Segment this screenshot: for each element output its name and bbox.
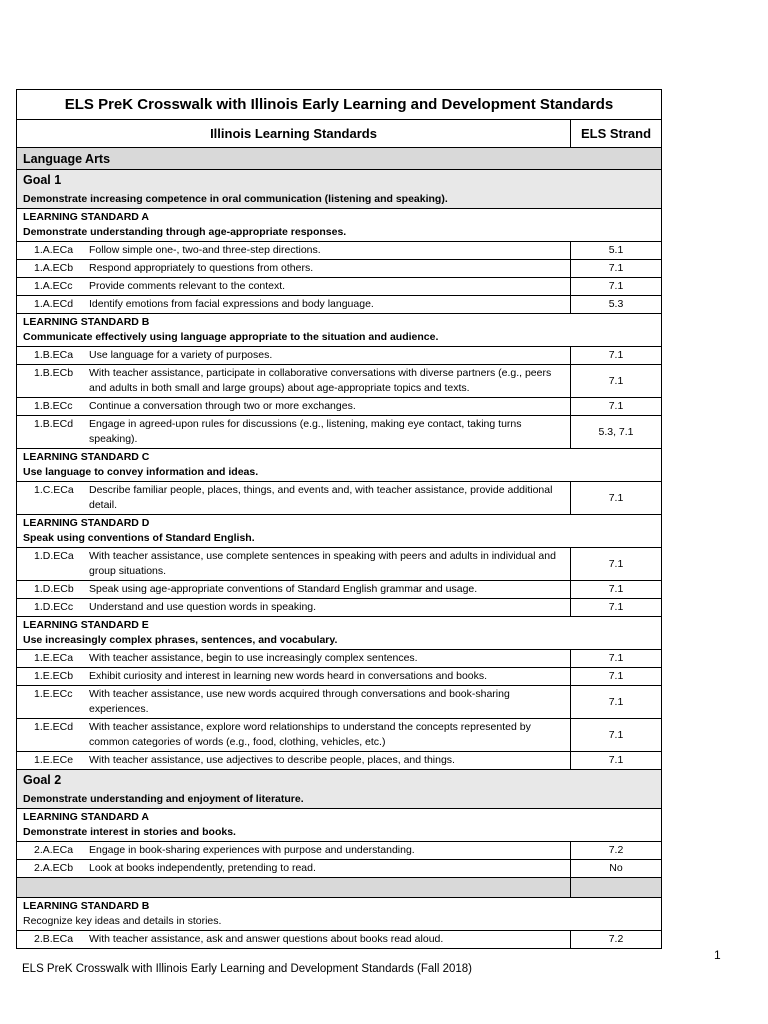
learning-standard-header (17, 898, 661, 931)
standard-text: Follow simple one-, two-and three-step directions. (89, 242, 571, 259)
standard-text: Describe familiar people, places, things, and events and, with teacher assistance, provide additional detail. (89, 482, 571, 514)
learning-standard-label: LEARNING STANDARD D (23, 517, 150, 529)
table-row (17, 719, 661, 752)
standard-code: 1.C.ECa (34, 484, 74, 496)
table-row (17, 398, 661, 416)
goal-title: Goal 1 (23, 173, 62, 187)
learning-standard-description: Recognize key ideas and details in stories. (23, 915, 222, 927)
els-strand-value: 7.1 (608, 374, 624, 387)
learning-standard-description: Speak using conventions of Standard English. (23, 532, 255, 544)
els-strand-value: 7.1 (608, 670, 624, 682)
standard-code: 1.B.ECb (34, 367, 74, 379)
table-row (17, 260, 661, 278)
standard-text: Look at books independently, pretending to read. (89, 860, 571, 877)
standard-text: With teacher assistance, begin to use increasingly complex sentences. (89, 650, 571, 667)
els-strand-value: 7.2 (608, 933, 624, 945)
els-strand-value: 7.1 (608, 349, 624, 361)
standard-text: With teacher assistance, explore word relationships to understand the concepts represented by common categories of words (e.g., food, clothing, vehicles, etc.) (89, 719, 571, 751)
standard-text: Speak using age-appropriate conventions of Standard English grammar and usage. (89, 581, 571, 598)
standard-text: With teacher assistance, participate in collaborative conversations with diverse partners (e.g., peers and adults in both small and large groups) about age-appropriate topics and texts. (89, 365, 571, 397)
standard-text: With teacher assistance, use complete sentences in speaking with peers and adults in individual and group situations. (89, 548, 571, 580)
standard-code: 1.E.ECd (34, 721, 74, 733)
table-row (17, 650, 661, 668)
standard-code: 1.A.ECa (34, 244, 74, 256)
table-row (17, 581, 661, 599)
learning-standard-description: Demonstrate understanding through age-appropriate responses. (23, 226, 347, 238)
standard-code: 1.E.ECc (34, 688, 73, 700)
standard-code: 1.D.ECb (34, 583, 74, 595)
els-strand-value: 5.1 (608, 244, 624, 256)
els-strand-value: 7.1 (608, 601, 624, 613)
header-illinois-standards: Illinois Learning Standards (17, 120, 571, 147)
table-row (17, 752, 661, 770)
learning-standard-label: LEARNING STANDARD B (23, 900, 150, 912)
els-strand-value: 7.1 (608, 728, 624, 741)
standard-code: 1.B.ECc (34, 400, 73, 412)
learning-standard-label: LEARNING STANDARD A (23, 211, 149, 223)
standard-text: Understand and use question words in speaking. (89, 599, 571, 616)
standard-code: 1.A.ECb (34, 262, 74, 274)
learning-standard-description: Use language to convey information and ideas. (23, 466, 259, 478)
els-strand-value: 5.3, 7.1 (598, 425, 634, 438)
els-strand-value: No (609, 862, 623, 874)
standard-text: Identify emotions from facial expressions and body language. (89, 296, 571, 313)
learning-standard-description: Use increasingly complex phrases, sentences, and vocabulary. (23, 634, 338, 646)
els-strand-value: 7.1 (608, 695, 624, 708)
standard-code: 2.A.ECa (34, 844, 74, 856)
els-strand-value: 7.1 (608, 652, 624, 664)
table-row (17, 347, 661, 365)
learning-standard-header (17, 449, 661, 482)
table-row (17, 599, 661, 617)
table-row (17, 548, 661, 581)
header-els-strand: ELS Strand (580, 126, 652, 141)
document-title: ELS PreK Crosswalk with Illinois Early Learning and Development Standards (17, 90, 661, 120)
els-strand-value: 7.1 (608, 280, 624, 292)
table-row (17, 242, 661, 260)
goal-description: Demonstrate understanding and enjoyment of literature. (23, 793, 304, 805)
standard-code: 1.D.ECa (34, 550, 74, 562)
els-strand-value: 7.1 (608, 400, 624, 412)
standard-text: Continue a conversation through two or more exchanges. (89, 398, 571, 415)
learning-standard-header (17, 209, 661, 242)
els-strand-value: 7.2 (608, 844, 624, 856)
standard-text: With teacher assistance, ask and answer questions about books read aloud. (89, 931, 571, 948)
table-row (17, 416, 661, 449)
standard-text: Exhibit curiosity and interest in learning new words heard in conversations and books. (89, 668, 571, 685)
standard-code: 2.A.ECb (34, 862, 74, 874)
table-row (17, 278, 661, 296)
table-row (17, 365, 661, 398)
learning-standard-label: LEARNING STANDARD A (23, 811, 149, 823)
standard-code: 1.D.ECc (34, 601, 74, 613)
standard-code: 1.E.ECb (34, 670, 74, 682)
section-language-arts: Language Arts (17, 148, 661, 170)
standard-code: 1.A.ECc (34, 280, 73, 292)
table-header (17, 120, 661, 148)
standard-text: Provide comments relevant to the context. (89, 278, 571, 295)
standard-text: Engage in agreed-upon rules for discussions (e.g., listening, making eye contact, taking turns speaking). (89, 416, 571, 448)
standard-text: Use language for a variety of purposes. (89, 347, 571, 364)
learning-standard-header (17, 515, 661, 548)
els-strand-value: 7.1 (608, 754, 624, 766)
standard-code: 1.E.ECe (34, 754, 74, 766)
els-strand-value: 7.1 (608, 262, 624, 274)
standard-text: With teacher assistance, use new words acquired through conversations and book-sharing experiences. (89, 686, 571, 718)
table-row (17, 482, 661, 515)
table-row (17, 296, 661, 314)
learning-standard-header (17, 809, 661, 842)
els-strand-value: 5.3 (608, 298, 624, 310)
goal-1-header (17, 170, 661, 209)
standard-text: With teacher assistance, use adjectives to describe people, places, and things. (89, 752, 571, 769)
learning-standard-label: LEARNING STANDARD C (23, 451, 150, 463)
standard-code: 1.A.ECd (34, 298, 74, 310)
standard-text: Respond appropriately to questions from others. (89, 260, 571, 277)
blank-cell (17, 878, 571, 897)
standard-text: Engage in book-sharing experiences with purpose and understanding. (89, 842, 571, 859)
table-row (17, 931, 661, 948)
learning-standard-label: LEARNING STANDARD B (23, 316, 150, 328)
goal-2-header (17, 770, 661, 809)
table-row (17, 860, 661, 878)
table-row (17, 668, 661, 686)
learning-standard-description: Communicate effectively using language appropriate to the situation and audience. (23, 331, 439, 343)
standard-code: 2.B.ECa (34, 933, 74, 945)
learning-standard-header (17, 314, 661, 347)
learning-standard-label: LEARNING STANDARD E (23, 619, 149, 631)
blank-cell (571, 878, 661, 897)
standard-code: 1.B.ECd (34, 418, 74, 430)
goal-title: Goal 2 (23, 773, 62, 787)
goal-description: Demonstrate increasing competence in oral communication (listening and speaking). (23, 193, 448, 205)
table-row (17, 842, 661, 860)
learning-standard-header (17, 617, 661, 650)
els-strand-value: 7.1 (608, 557, 624, 570)
els-strand-value: 7.1 (608, 583, 624, 595)
table-row (17, 686, 661, 719)
page-number: 1 (714, 948, 721, 962)
page-footer: ELS PreK Crosswalk with Illinois Early Learning and Development Standards (Fall 2018) (22, 963, 472, 975)
standard-code: 1.B.ECa (34, 349, 74, 361)
standard-code: 1.E.ECa (34, 652, 74, 664)
learning-standard-description: Demonstrate interest in stories and books. (23, 826, 236, 838)
blank-shaded-row (17, 878, 661, 898)
els-strand-value: 7.1 (608, 491, 624, 504)
crosswalk-table (16, 89, 662, 949)
